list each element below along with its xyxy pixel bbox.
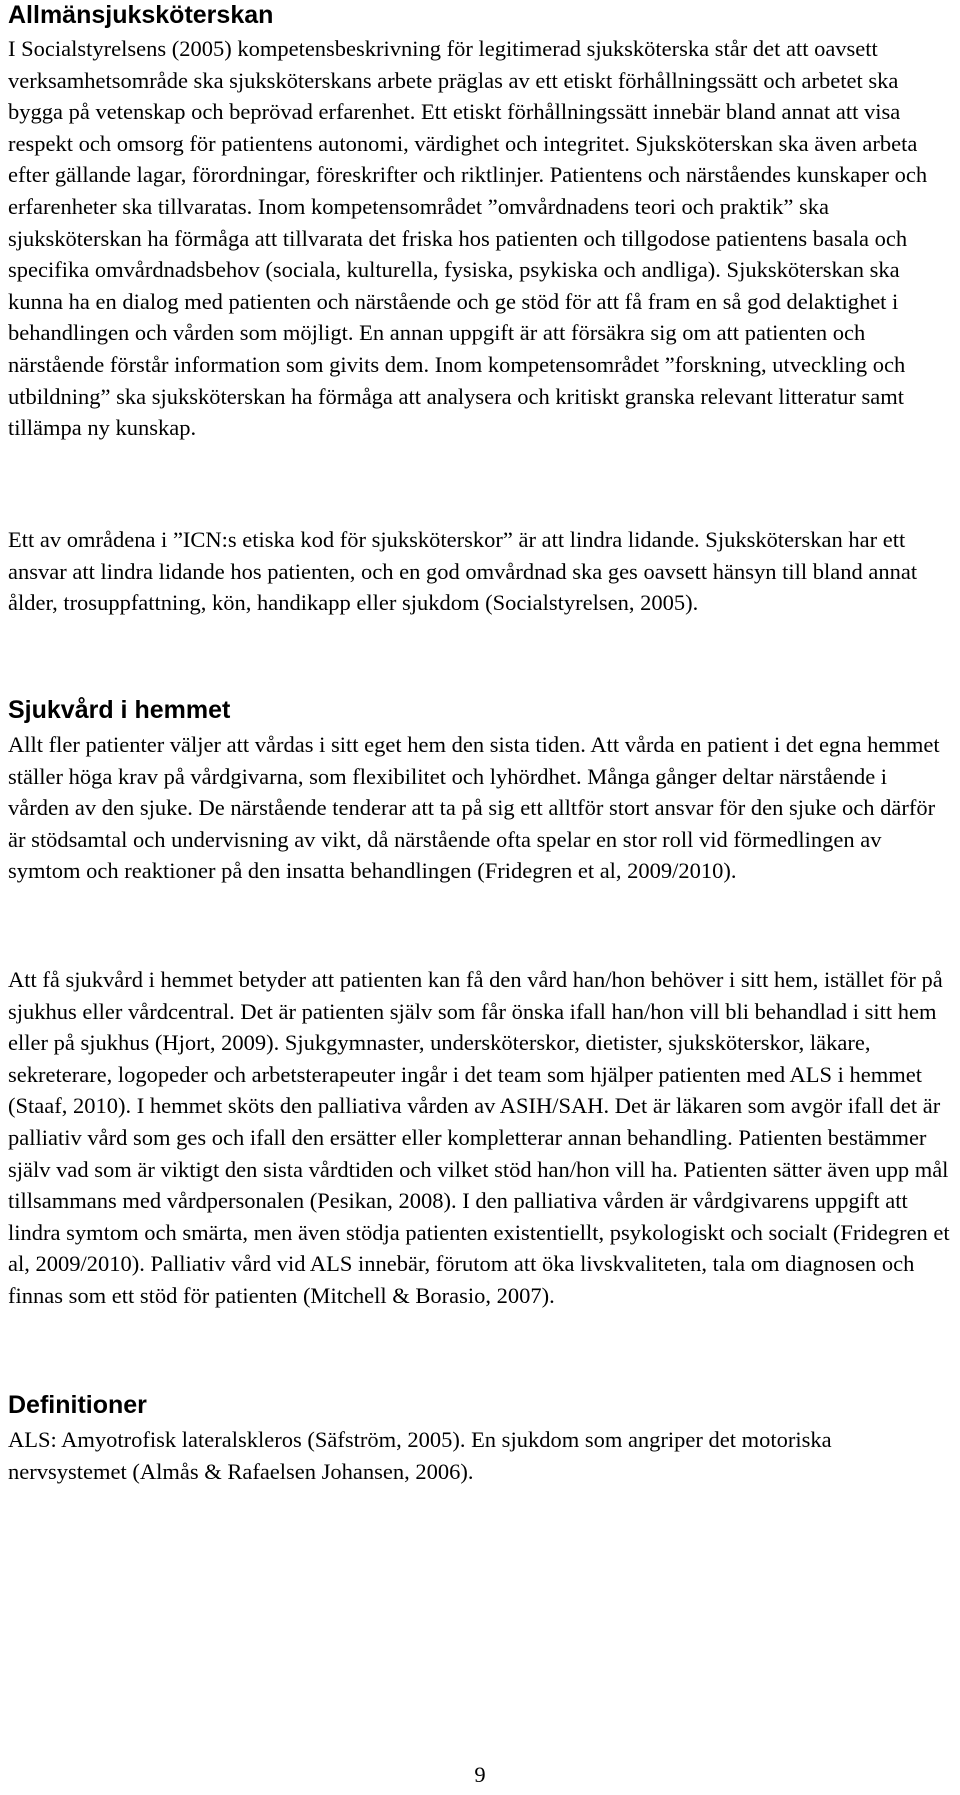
- paragraph-vard-i-eget-hem: Allt fler patienter väljer att vårdas i sitt eget hem den sista tiden. Att vårda en patient i det egna hemmet ställer höga krav på vårdgivarna, som flexibilitet och lyhördhet. Många gånger deltar närstående i vården av den sjuke. De närstående tenderar att ta på sig ett alltför stort ansvar för den sjuke och därför är stödsamtal och undervisning av vikt, då närstående ofta spelar en stor roll vid förmedlingen av symtom och reaktioner på den insatta behandlingen (Fridegren et al, 2009/2010).: [8, 732, 940, 884]
- paragraph-als-definition: ALS: Amyotrofisk lateralskleros (Säfström, 2005). En sjukdom som angriper det motoriska nervsystemet (Almås & Rafaelsen Johansen, 2006).: [8, 1427, 832, 1484]
- section-heading-sjukvard-i-hemmet: Sjukvård i hemmet: [8, 696, 231, 724]
- paragraph-icn-etisk-kod: Ett av områdena i ”ICN:s etiska kod för sjuksköterskor” är att lindra lidande. Sjuksköterskan har ett ansvar att lindra lidande hos patienten, och en god omvårdnad ska ges oavsett hänsyn till bland annat ålder, trosuppfattning, kön, handikapp eller sjukdom (Socialstyrelsen, 2005).: [8, 527, 918, 616]
- paragraph-sjukvard-i-hemmet-palliativ: Att få sjukvård i hemmet betyder att patienten kan få den vård han/hon behöver i sitt hem, istället för på sjukhus eller vårdcentral. Det är patienten själv som får önska ifall han/hon vill bli behandlad i sitt hem eller på sjukhus (Hjort, 2009). Sjukgymnaster, undersköterskor, dietister, sjuksköterskor, läkare, sekreterare, logopeder och arbetsterapeuter ingår i det team som hjälper patienten med ALS i hemmet (Staaf, 2010). I hemmet sköts den palliativa vården av ASIH/SAH. Det är läkaren som avgör ifall det är palliativ vård som ges och ifall den ersätter eller kompletterar annan behandling. Patienten bestämmer själv vad som är viktigt den sista vårdtiden och vilket stöd han/hon vill ha. Patienten sätter även upp mål tillsammans med vårdpersonalen (Pesikan, 2008). I den palliativa vården är vårdgivarens uppgift att lindra symtom och smärta, men även stödja patienten existentiellt, psykologiskt och socialt (Fridegren et al, 2009/2010). Palliativ vård vid ALS innebär, förutom att öka livskvaliteten, tala om diagnosen och finnas som ett stöd för patienten (Mitchell & Borasio, 2007).: [8, 967, 950, 1308]
- section-heading-definitioner: Definitioner: [8, 1391, 147, 1419]
- section-heading-allmansjukskoterskan: Allmänsjuksköterskan: [8, 1, 274, 29]
- paragraph-kompetensbeskrivning: I Socialstyrelsens (2005) kompetensbeskrivning för legitimerad sjuksköterska står det att oavsett verksamhetsområde ska sjuksköterskans arbete präglas av ett etiskt förhållningssätt och arbetet ska bygga på vetenskap och beprövad erfarenhet. Ett etiskt förhållningssätt innebär bland annat att visa respekt och omsorg för patientens autonomi, värdighet och integritet. Sjuksköterskan ska även arbeta efter gällande lagar, förordningar, föreskrifter och riktlinjer. Patientens och närståendes kunskaper och erfarenheter ska tillvaratas. Inom kompetensområdet ”omvårdnadens teori och praktik” ska sjuksköterskan ha förmåga att tillvarata det friska hos patienten och tillgodose patientens basala och specifika omvårdnadsbehov (sociala, kulturella, fysiska, psykiska och andliga). Sjuksköterskan ska kunna ha en dialog med patienten och närstående och ge stöd för att få fram en så god delaktighet i behandlingen och vården som möjligt. En annan uppgift är att försäkra sig om att patienten och närstående förstår information som givits dem. Inom kompetensområdet ”forskning, utveckling och utbildning” ska sjuksköterskan ha förmåga att analysera och kritiskt granska relevant litteratur samt tillämpa ny kunskap.: [8, 36, 928, 441]
- page-number: 9: [474, 1762, 486, 1787]
